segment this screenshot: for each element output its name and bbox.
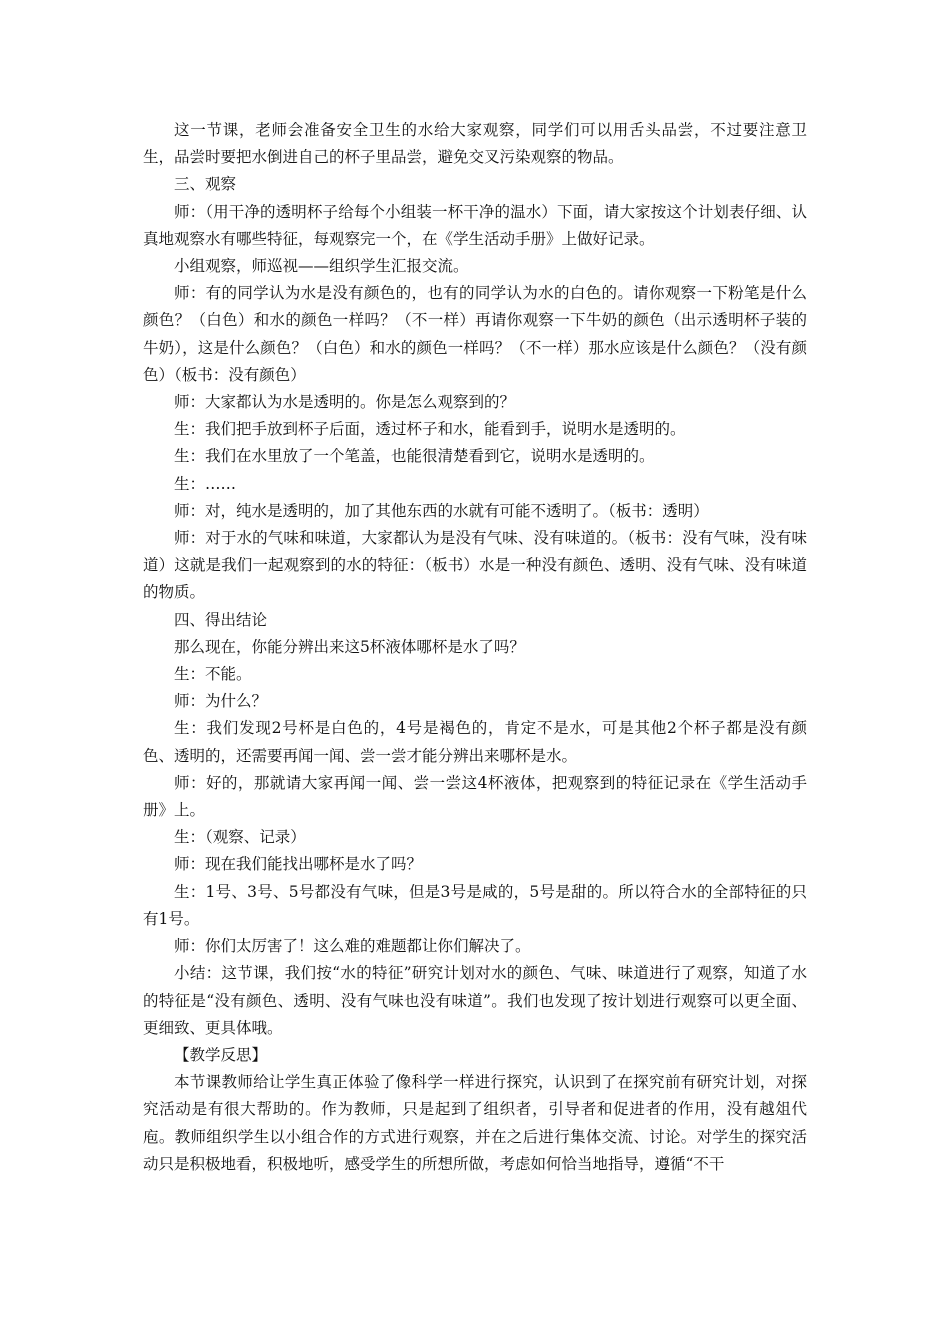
paragraph: 师：为什么？ (174, 692, 268, 711)
paragraph: 师：你们太厉害了！这么难的难题都让你们解决了。 (174, 937, 531, 956)
paragraph: 师：对于水的气味和味道，大家都认为是没有气味、没有味道的。（板书：没有气味，没有味道）这就是我们一起观察到的水的特征：（板书）水是一种没有颜色、透明、没有气味、没有味道的物质。 (143, 529, 807, 602)
paragraph: 师：好的，那就请大家再闻一闻、尝一尝这4杯液体，把观察到的特征记录在《学生活动手册》上。 (143, 773, 807, 820)
paragraph: 生：不能。 (174, 665, 252, 684)
paragraph: 师：对，纯水是透明的，加了其他东西的水就有可能不透明了。（板书：透明） (174, 501, 709, 520)
paragraph: 小组观察，师巡视——组织学生汇报交流。 (174, 257, 469, 276)
document-body (143, 117, 807, 1178)
paragraph: 生：我们在水里放了一个笔盖，也能很清楚看到它，说明水是透明的。 (174, 447, 655, 466)
paragraph: 生：我们把手放到杯子后面，透过杯子和水，能看到手，说明水是透明的。 (174, 420, 686, 439)
paragraph: 生：我们发现2号杯是白色的，4号是褐色的，肯定不是水，可是其他2个杯子都是没有颜色、透明的，还需要再闻一闻、尝一尝才能分辨出来哪杯是水。 (143, 719, 807, 765)
paragraph: 生：（观察、记录） (174, 828, 306, 847)
paragraph-intro: 这一节课，老师会准备安全卫生的水给大家观察，同学们可以用舌头品尝，不过要注意卫生，品尝时要把水倒进自己的杯子里品尝，避免交叉污染观察的物品。 (143, 121, 807, 167)
paragraph: 师：大家都认为水是透明的。你是怎么观察到的？ (174, 393, 516, 412)
paragraph: 生：…… (174, 474, 237, 493)
paragraph: 生：1号、3号、5号都没有气味，但是3号是咸的，5号是甜的。所以符合水的全部特征的只有1号。 (143, 882, 807, 928)
paragraph-summary: 小结：这节课，我们按“水的特征”研究计划对水的颜色、气味、味道进行了观察，知道了水的特征是“没有颜色、透明、没有气味也没有味道”。我们也发现了按计划进行观察可以更全面、更细致、更具体哦。 (143, 964, 807, 1037)
paragraph: 师：（用干净的透明杯子给每个小组装一杯干净的温水）下面，请大家按这个计划表仔细、认真地观察水有哪些特征，每观察完一个，在《学生活动手册》上做好记录。 (143, 202, 807, 248)
section-heading-reflection: 【教学反思】 (174, 1045, 268, 1064)
paragraph: 那么现在，你能分辨出来这5杯液体哪杯是水了吗？ (174, 637, 525, 656)
section-heading-observe: 三、观察 (174, 175, 237, 194)
paragraph-reflection: 本节课教师给让学生真正体验了像科学一样进行探究，认识到了在探究前有研究计划，对探究活动是有很大帮助的。作为教师，只是起到了组织者，引导者和促进者的作用，没有越俎代庖。教师组织学生以小组合作的方式进行观察，并在之后进行集体交流、讨论。对学生的探究活动只是积极地看，积极地听，感受学生的所想所做，考虑如何恰当地指导，遵循“不干 (143, 1073, 807, 1173)
paragraph: 师：有的同学认为水是没有颜色的，也有的同学认为水的白色的。请你观察一下粉笔是什么颜色？（白色）和水的颜色一样吗？（不一样）再请你观察一下牛奶的颜色（出示透明杯子装的牛奶），这是什么颜色？（白色）和水的颜色一样吗？（不一样）那水应该是什么颜色？（没有颜色）（板书：没有颜色） (143, 284, 807, 384)
paragraph: 师：现在我们能找出哪杯是水了吗？ (174, 855, 423, 874)
section-heading-conclusion: 四、得出结论 (174, 610, 268, 629)
